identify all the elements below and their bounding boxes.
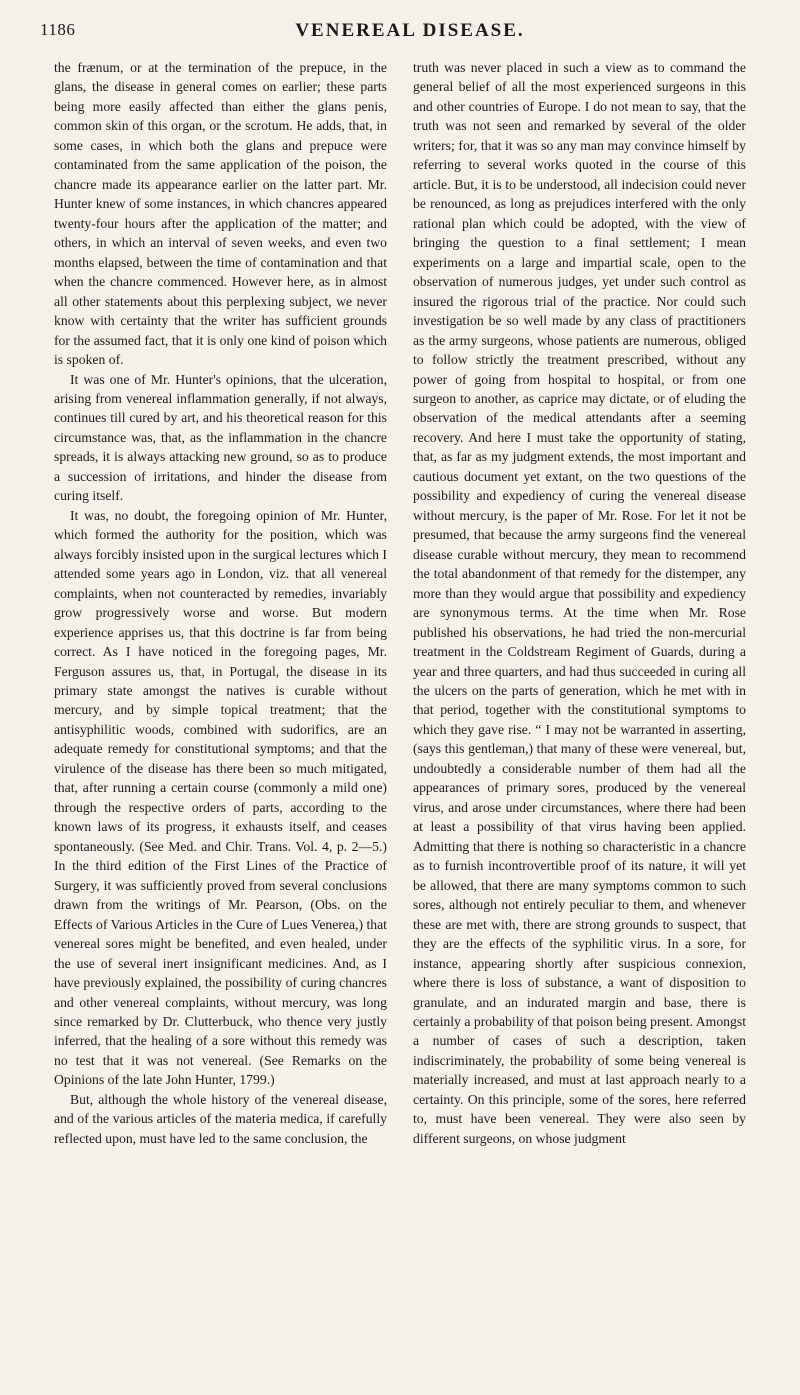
paragraph: the frænum, or at the termination of the prepuce, in the glans, the disease in general comes on earlier; these parts being more easily affected than either the glans penis, common skin of this organ, or the scrotum. He adds, that, in some cases, in which both the glans and prepuce were contaminated from the same application of the poison, the chancre made its appearance earlier on the latter part. Mr. Hunter knew of some instances, in which chancres appeared twenty-four hours after the application of the matter; and others, in which an interval of seven weeks, and even two months elapsed, between the time of contamination and that when the chancre commenced. However here, as in almost all other statements about this perplexing subject, we never know with certainty that the writer has sufficient grounds for the assumed fact, that it is only one kind of poison which is spoken of. [54,60,387,368]
paragraph: It was one of Mr. Hunter's opinions, that the ulceration, arising from venereal inflammation generally, if not always, continues till cured by art, and his theoretical reason for this circumstance was, that, as the inflammation in the chancre spreads, it is always attacking new ground, so as to produce a succession of irritations, and hinder the disease from curing itself. [54,371,387,504]
left-column [54,58,387,1148]
paragraph: truth was never placed in such a view as to command the general belief of all the most experienced surgeons in this and other countries of Europe. I do not mean to say, that the truth was not seen and remarked by several of the older writers; for, that it was so any man may convince himself by referring to several works quoted in the course of this article. But, it is to be understood, all indecision could never be renounced, as long as prejudices interfered with the only rational plan which could be adopted, with the view of bringing the question to a final settlement; I mean experiments on a large and impartial scale, open to the observation of numerous judges, yet under such control as insured the rigorous trial of the practice. Nor could such investigation be so well made by any class of practitioners as the army surgeons, whose patients are numerous, obliged to follow strictly the treatment prescribed, without any power of going from hospital to hospital, or from one surgeon to another, as caprice may dictate, or of eluding the observation of the medical attendants after a seeming recovery. And here I must take the opportunity of stating, that, as far as my judgment extends, the most important and cautious document yet extant, on the two questions of the possibility and expediency of curing the venereal disease without mercury, is the paper of Mr. Rose. For let it not be presumed, that because the army surgeons find the venereal disease curable without mercury, they mean to recommend the total abandonment of that remedy for the distemper, any more than they would argue that possibility and expediency are synonymous terms. At the time when Mr. Rose published his observations, he had tried the non-mercurial treatment in the Coldstream Regiment of Guards, during a year and three quarters, and had thus succeeded in curing all the ulcers on the parts of generation, which he met with in that period, together with the constitutional symptoms to which they gave rise. “ I may not be warranted in asserting, (says this gentleman,) that many of these were venereal, but, undoubtedly a considerable number of them had all the appearances of primary sores, produced by the venereal virus, and arose under circumstances, where there had been at least a possibility of that virus having been applied. Admitting that there is nothing so characteristic in a chancre as to furnish incontrovertible proof of its nature, it will yet be allowed, that there are many symptoms common to such sores, although not entirely peculiar to them, and whenever these are met with, there are strong grounds to suspect, that they are the effects of the syphilitic virus. In a sore, for instance, appearing shortly after suspicious connexion, where there is loss of substance, a want of disposition to granulate, and an indurated margin and base, there is certainly a probability of that poison being present. Amongst a number of cases of such a description, taken indiscriminately, the probability of some being venereal is materially increased, and must at last approach nearly to a certainty. On this principle, some of the sores, here referred to, must have been venereal. They were also seen by different surgeons, on whose judgment [413,60,746,1146]
paragraph: It was, no doubt, the foregoing opinion of Mr. Hunter, which formed the authority for the position, which was always forcibly insisted upon in the surgical lectures which I attended some years ago in London, viz. that all venereal complaints, when not counteracted by remedies, invariably grow progressively worse and worse. But modern experience apprises us, that this doctrine is far from being correct. As I have noticed in the foregoing pages, Mr. Ferguson assures us, that, in Portugal, the disease in its primary state amongst the natives is curable without mercury, and by simple topical treatment; that the antisyphilitic woods, combined with sudorifics, are an adequate remedy for constitutional symptoms; and that the virulence of the disease has there been so much mitigated, that, after running a certain course (commonly a mild one) through the respective orders of parts, according to the known laws of its progress, it exhausts itself, and ceases spontaneously. (See Med. and Chir. Trans. Vol. 4, p. 2—5.) In the third edition of the First Lines of the Practice of Surgery, it was sufficiently proved from several conclusions drawn from the writings of Mr. Pearson, (Obs. on the Effects of Various Articles in the Cure of Lues Venerea,) that venereal sores might be benefited, and even healed, under the use of several inert insignificant medicines. And, as I have previously explained, the possibility of curing chancres and other venereal complaints, without mercury, was long since remarked by Dr. Clutterbuck, who thence very justly inferred, that the healing of a sore without this remedy was no test that it was not venereal. (See Remarks on the Opinions of the late John Hunter, 1799.) [54,507,387,1088]
right-column [413,58,746,1148]
paragraph: But, although the whole history of the venereal disease, and of the various articles of the materia medica, if carefully reflected upon, must have led to the same conclusion, the [54,1091,387,1146]
page-number: 1186 [40,20,76,39]
page-header [40,18,780,48]
running-title: VENEREAL DISEASE. [295,20,525,41]
